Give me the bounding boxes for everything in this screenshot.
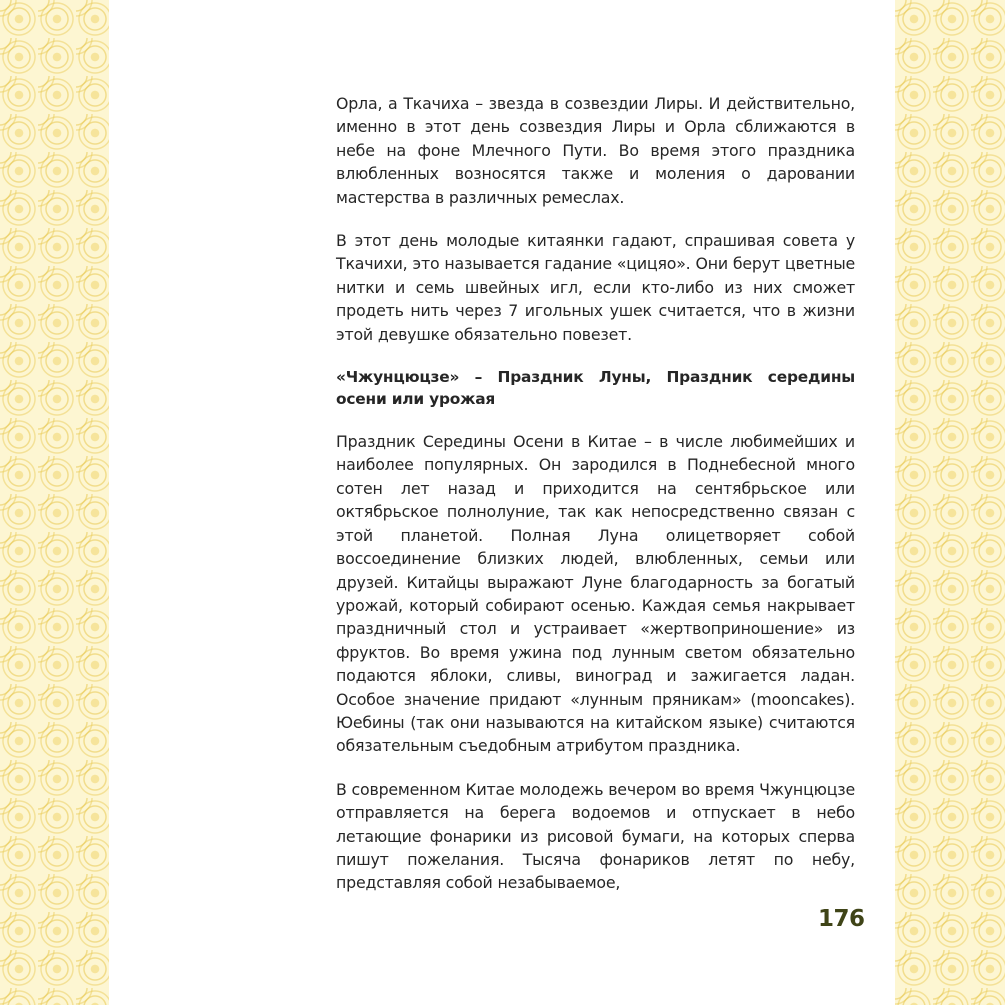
paragraph-4: В современном Китае молодежь вечером во время Чжунцюцзе отправляется на берега водоемов и отпускает в небо летающие фонарики из рисовой бумаги, на которых сперва пишут пожелания. Тысяча фонариков летят по небу, представляя собой незабываемое, [336,779,855,893]
page-content [336,92,855,915]
paragraph-2: В этот день молодые китаянки гадают, спрашивая совета у Ткачихи, это называется гадание «цицяо». Они берут цветные нитки и семь швейных игл, если кто-либо из них сможет продеть нить через 7 игольных ушек считается, что в жизни этой девушке обязательно повезет. [336,231,855,344]
left-ornament-border [0,0,109,1005]
paragraph-1: Орла, а Ткачиха – звезда в созвездии Лиры. И действительно, именно в этот день созвездия Лиры и Орла сближаются в небе на фоне Млечного Пути. Во время этого праздника влюбленных возносятся также и моления о даровании мастерства в различных ремеслах. [336,94,855,207]
section-heading: «Чжунцюцзе» – Праздник Луны, Праздник середины осени или урожая [336,368,855,409]
right-ornament-border [895,0,1005,1005]
paragraph-3: Праздник Середины Осени в Китае – в числе любимейших и наиболее популярных. Он зародился в Поднебесной много сотен лет назад и приходится на сентябрьское или октябрьское полнолуние, так как непосредственно связан с этой планетой. Полная Луна олицетворяет собой воссоединение близких людей, влюбленных, семьи или друзей. Китайцы выражают Луне благодарность за богатый урожай, который собирают осенью. Каждая семья накрывает праздничный стол и устраивает «жертвоприношение» из фруктов. Во время ужина под лунным светом обязательно подаются яблоки, сливы, виноград и зажигается ладан. Особое значение придают «лунным пряникам» (mooncakes). Юебины (так они называются на китайском языке) считаются обязательным съедобным атрибутом праздника. [336,432,855,756]
page-number: 176 [818,906,865,932]
